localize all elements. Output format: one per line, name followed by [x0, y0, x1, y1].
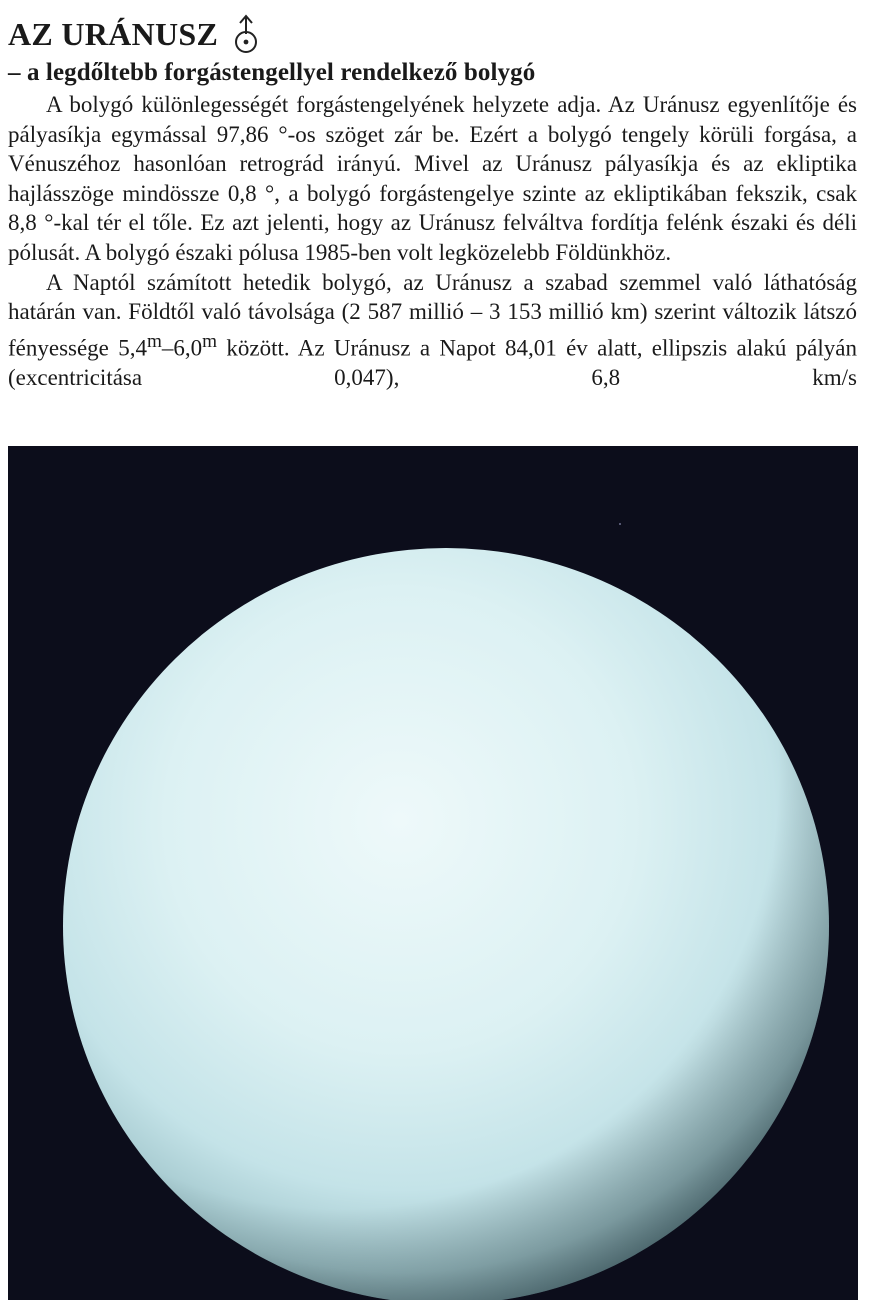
page-title: AZ URÁNUSZ — [8, 16, 219, 52]
uranus-photo — [8, 446, 858, 1300]
magnitude-unit: m — [202, 330, 218, 352]
body-text — [8, 90, 857, 393]
uranus-planet — [63, 548, 829, 1300]
paragraph-visibility-part2: –6,0 — [161, 335, 203, 361]
uranus-planet-image — [8, 446, 858, 1300]
heading — [8, 14, 260, 54]
paragraph-visibility-part3: között. Az Uránusz a Napot 84,01 év alatt, ellipszis alakú pályán (excentricitása 0,047), 6,8 km/s — [8, 335, 857, 390]
subtitle: – a legdőltebb forgástengellyel rendelkező bolygó — [8, 59, 536, 86]
paragraph-axis: A bolygó különlegességét forgástengelyének helyzete adja. Az Uránusz egyenlítője és pályasíkja egymással 97,86 °-os szöget zár be. Ezért a bolygó tengely körüli forgása, a Vénuszéhoz hasonlóan retrográd irányú. Mivel az Uránusz pályasíkja és az ekliptika hajlásszöge mindössze 0,8 °, a bolygó forgástengelye szinte az ekliptikában fekszik, csak 8,8 °-kal tér el tőle. Ez azt jelenti, hogy az Uránusz felváltva fordítja felénk északi és déli pólusát. A bolygó északi pólusa 1985-ben volt legközelebb Földünkhöz. — [8, 92, 857, 265]
magnitude-unit: m — [147, 330, 162, 352]
paragraph-visibility — [8, 268, 857, 393]
paragraph-visibility-part1: A Naptól számított hetedik bolygó, az Uránusz a szabad szemmel való láthatóság határán van. Földtől való távolsága (2 587 millió – 3 153 millió km) szerint változik látszó fényessége 5,4 — [8, 269, 857, 361]
uranus-symbol-icon — [232, 14, 260, 54]
